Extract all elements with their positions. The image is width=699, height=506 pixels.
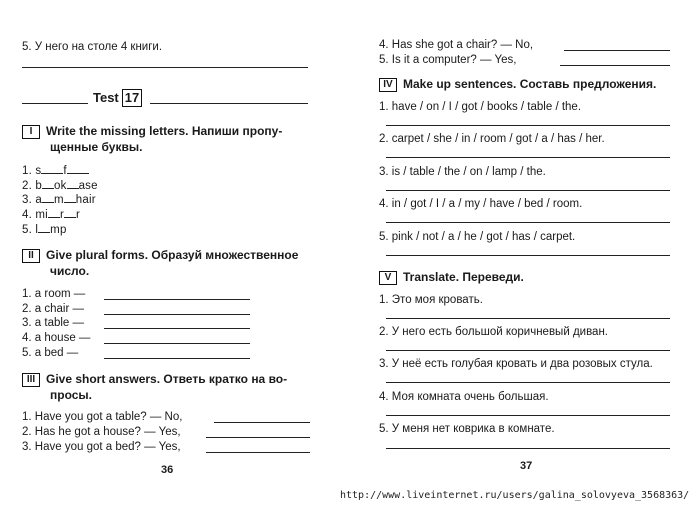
page-number: 36: [161, 464, 174, 476]
answer-line: [386, 415, 670, 416]
list-item: 1. Have you got a table? — No,: [22, 411, 183, 423]
page-number: 37: [520, 460, 533, 472]
list-item: 1. a room —: [22, 288, 86, 300]
answer-line: [206, 452, 310, 453]
list-item: 5. У меня нет коврика в комнате.: [379, 423, 555, 435]
answer-line: [386, 448, 670, 449]
section-3-heading: [22, 372, 287, 387]
answer-line: [104, 328, 250, 329]
list-item: 1. have / on / I / got / books / table / the.: [379, 101, 582, 113]
list-item: 2. a chair —: [22, 303, 84, 315]
list-item: 2. b ok ase: [22, 180, 98, 192]
test-title: Test: [93, 90, 119, 105]
section-2-line2: число.: [50, 264, 90, 278]
answer-line: [104, 358, 250, 359]
section-1-line1: Write the missing letters. Напиши пропу-: [46, 124, 283, 138]
section-1-numeral: I: [22, 125, 40, 139]
list-item: 5. Is it a computer? — Yes,: [379, 54, 517, 66]
list-item: 4. Has she got a chair? — No,: [379, 39, 534, 51]
list-item: 3. a m hair: [22, 194, 96, 206]
answer-line: [206, 437, 310, 438]
answer-line: [386, 318, 670, 319]
section-2-line1: Give plural forms. Образуй множественное: [46, 248, 299, 262]
section-1-heading: [22, 124, 282, 139]
section-2-numeral: II: [22, 249, 40, 263]
section-4-heading: [379, 77, 656, 92]
list-item: 5. pink / not / a / he / got / has / carpet.: [379, 231, 576, 243]
left-top-item: 5. У него на столе 4 книги.: [22, 41, 163, 53]
section-5-numeral: V: [379, 271, 397, 285]
list-item: 2. Has he got a house? — Yes,: [22, 426, 181, 438]
answer-line: [104, 343, 250, 344]
source-url: http://www.liveinternet.ru/users/galina_solovyeva_3568363/: [340, 490, 690, 501]
answer-line: [386, 255, 670, 256]
list-item: 4. Моя комната очень большая.: [379, 391, 549, 403]
list-item: 5. l mp: [22, 224, 67, 236]
answer-line: [560, 65, 670, 66]
section-3-line1: Give short answers. Ответь кратко на во-: [46, 372, 288, 386]
section-1-line2: щенные буквы.: [50, 140, 143, 154]
list-item: 2. У него есть большой коричневый диван.: [379, 326, 609, 338]
section-4-numeral: IV: [379, 78, 397, 92]
list-item: 4. in / got / I / a / my / have / bed / room.: [379, 198, 583, 210]
section-5-heading: [379, 270, 524, 285]
list-item: 3. is / table / the / on / lamp / the.: [379, 166, 546, 178]
section-2-heading: [22, 248, 298, 263]
list-item: 2. carpet / she / in / room / got / a / has / her.: [379, 133, 605, 145]
list-item: 4. mi r r: [22, 209, 81, 221]
answer-line: [22, 67, 308, 68]
list-item: 3. Have you got a bed? — Yes,: [22, 441, 181, 453]
answer-line: [104, 314, 250, 315]
answer-line: [386, 382, 670, 383]
answer-line: [214, 422, 310, 423]
answer-line: [386, 190, 670, 191]
answer-line: [104, 299, 250, 300]
answer-line: [564, 50, 670, 51]
answer-line: [386, 157, 670, 158]
section-5-title: Translate. Переведи.: [403, 270, 524, 284]
list-item: 1. Это моя кровать.: [379, 294, 483, 306]
section-3-line2: просы.: [50, 388, 93, 402]
section-4-title: Make up sentences. Составь предложения.: [403, 77, 657, 91]
list-item: 4. a house —: [22, 332, 91, 344]
test-number: 17: [122, 89, 142, 107]
right-page: [352, 0, 699, 490]
list-item: 3. a table —: [22, 317, 85, 329]
answer-line: [386, 222, 670, 223]
test-rule-right: [150, 103, 308, 104]
answer-line: [386, 125, 670, 126]
test-heading: [93, 89, 142, 107]
test-rule-left: [22, 103, 88, 104]
list-item: 1. s f: [22, 163, 89, 178]
left-page: [0, 0, 345, 490]
list-item: 5. a bed —: [22, 347, 79, 359]
list-item: 3. У неё есть голубая кровать и два розовых стула.: [379, 358, 653, 370]
section-3-numeral: III: [22, 373, 40, 387]
answer-line: [386, 350, 670, 351]
